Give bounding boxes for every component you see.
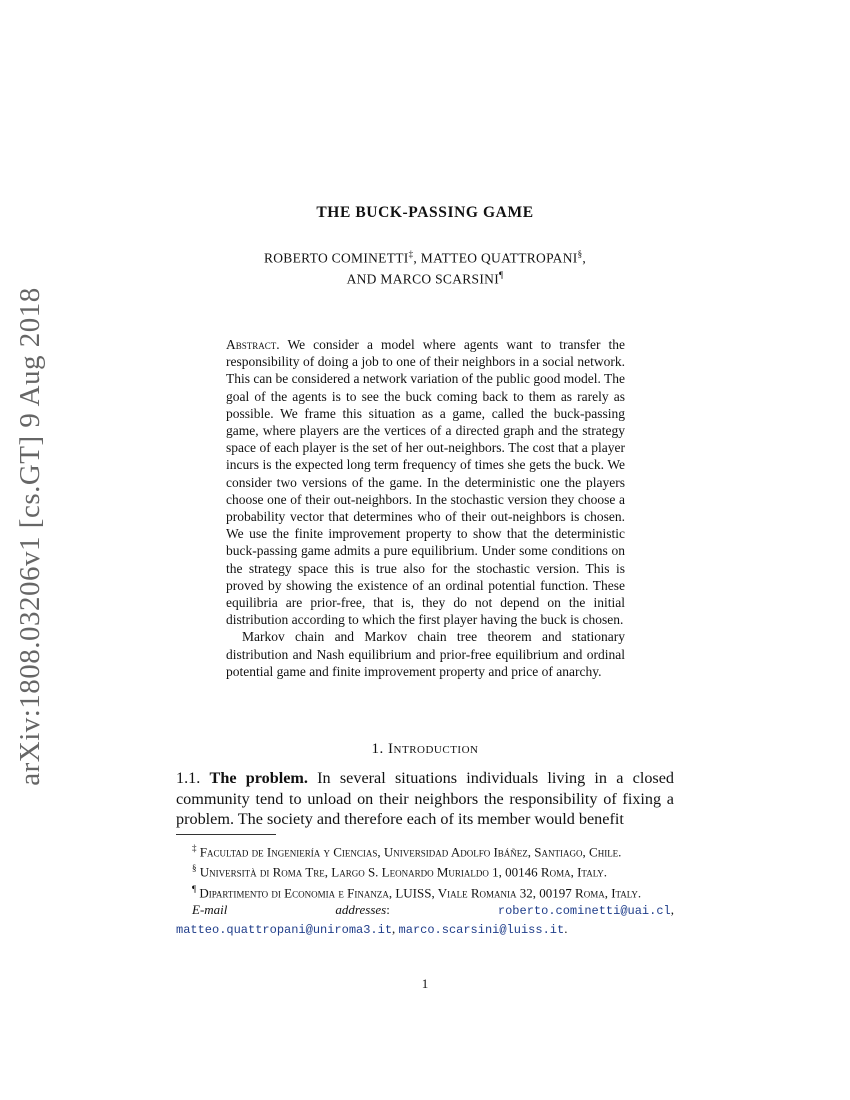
body-paragraph	[176, 768, 674, 830]
abstract-text: We consider a model where agents want to transfer the responsibility of doing a job to one of their neighbors in a social network. This can be considered a network variation of the public good model. The goal of the agents is to see the buck coming back to them as rarely as possible. We frame this situation as a game, called the buck-passing game, where players are the vertices of a directed graph and the strategy space of each player is the set of her out-neighbors. The cost that a player incurs is the expected long term frequency of times she gets the buck. We consider two versions of the game. In the deterministic one the players choose one of their out-neighbors. In the stochastic version they choose a probability vector that determines who of their out-neighbors is chosen. We use the finite improvement property to show that the deterministic buck-passing game admits a pure equilibrium. Under some conditions on the strategy space this is true also for the stochastic version. This is proved by showing the existence of an ordinal potential function. These equilibria are prior-free, that is, they do not depend on the initial distribution according to which the first player having the buck is chosen.	[226, 337, 626, 628]
email-colon: :	[386, 901, 498, 917]
author-mark: §	[577, 249, 583, 259]
email-separator: ,	[670, 901, 674, 917]
footnote-mark: §	[192, 863, 197, 874]
author-conjunction: AND	[346, 271, 381, 286]
footnote	[176, 881, 674, 901]
paper-title: THE BUCK-PASSING GAME	[316, 204, 534, 221]
email-separator: ,	[392, 920, 396, 936]
author-mark: ‡	[408, 249, 414, 259]
email-link[interactable]: matteo.quattropani@uniroma3.it	[176, 922, 393, 937]
email-end: .	[564, 920, 568, 936]
author-separator: ,	[582, 250, 587, 266]
email-link[interactable]: marco.scarsini@luiss.it	[398, 922, 565, 937]
author-name: MARCO SCARSINI	[380, 271, 500, 286]
section-heading	[0, 741, 850, 758]
footnote-text: Dipartimento di Economia e Finanza, LUISS, Viale Romania 32, 00197 Roma, Italy.	[199, 884, 642, 900]
footnotes	[176, 840, 674, 939]
author-line-2	[0, 267, 850, 288]
author-name: MATTEO QUATTROPANI	[420, 250, 578, 266]
page-number: 1	[421, 976, 429, 991]
arxiv-stamp-text: arXiv:1808.03206v1 [cs.GT] 9 Aug 2018	[13, 286, 46, 786]
author-separator: ,	[413, 250, 421, 266]
footnote-mark: ¶	[192, 883, 197, 894]
abstract	[226, 336, 625, 680]
keywords: Markov chain and Markov chain tree theorem and stationary distribution and Nash equilibrium and prior-free equilibrium and ordinal potential game and finite improvement property and price of anarchy.	[226, 629, 625, 679]
email-addresses	[176, 901, 674, 939]
author-line-1	[0, 246, 850, 267]
footnote	[176, 860, 674, 880]
footnote-text: Università di Roma Tre, Largo S. Leonardo Murialdo 1, 00146 Roma, Italy.	[199, 864, 608, 880]
footnote-text: Facultad de Ingeniería y Ciencias, Universidad Adolfo Ibáñez, Santiago, Chile.	[199, 844, 622, 860]
section-title: Introduction	[388, 741, 479, 757]
arxiv-stamp	[10, 286, 50, 786]
section-number: 1.	[371, 741, 384, 757]
subsection-number: 1.1.	[176, 769, 201, 787]
email-link[interactable]: roberto.cominetti@uai.cl	[497, 903, 671, 918]
abstract-paragraph	[226, 336, 625, 628]
paragraph-text: In several situations individuals living in a closed community tend to unload on their neighbors the responsibility of fixing a problem. The society and therefore each of its member would benefit	[176, 769, 674, 829]
author-name: ROBERTO COMINETTI	[263, 250, 409, 266]
author-mark: ¶	[499, 269, 504, 280]
subsection-title: The problem.	[209, 769, 308, 787]
author-block	[0, 246, 850, 287]
footnote-mark: ‡	[192, 843, 197, 853]
footnote-rule	[176, 834, 276, 835]
email-label: E-mail addresses	[192, 901, 387, 917]
footnote	[176, 840, 674, 860]
abstract-label: Abstract.	[226, 337, 280, 352]
